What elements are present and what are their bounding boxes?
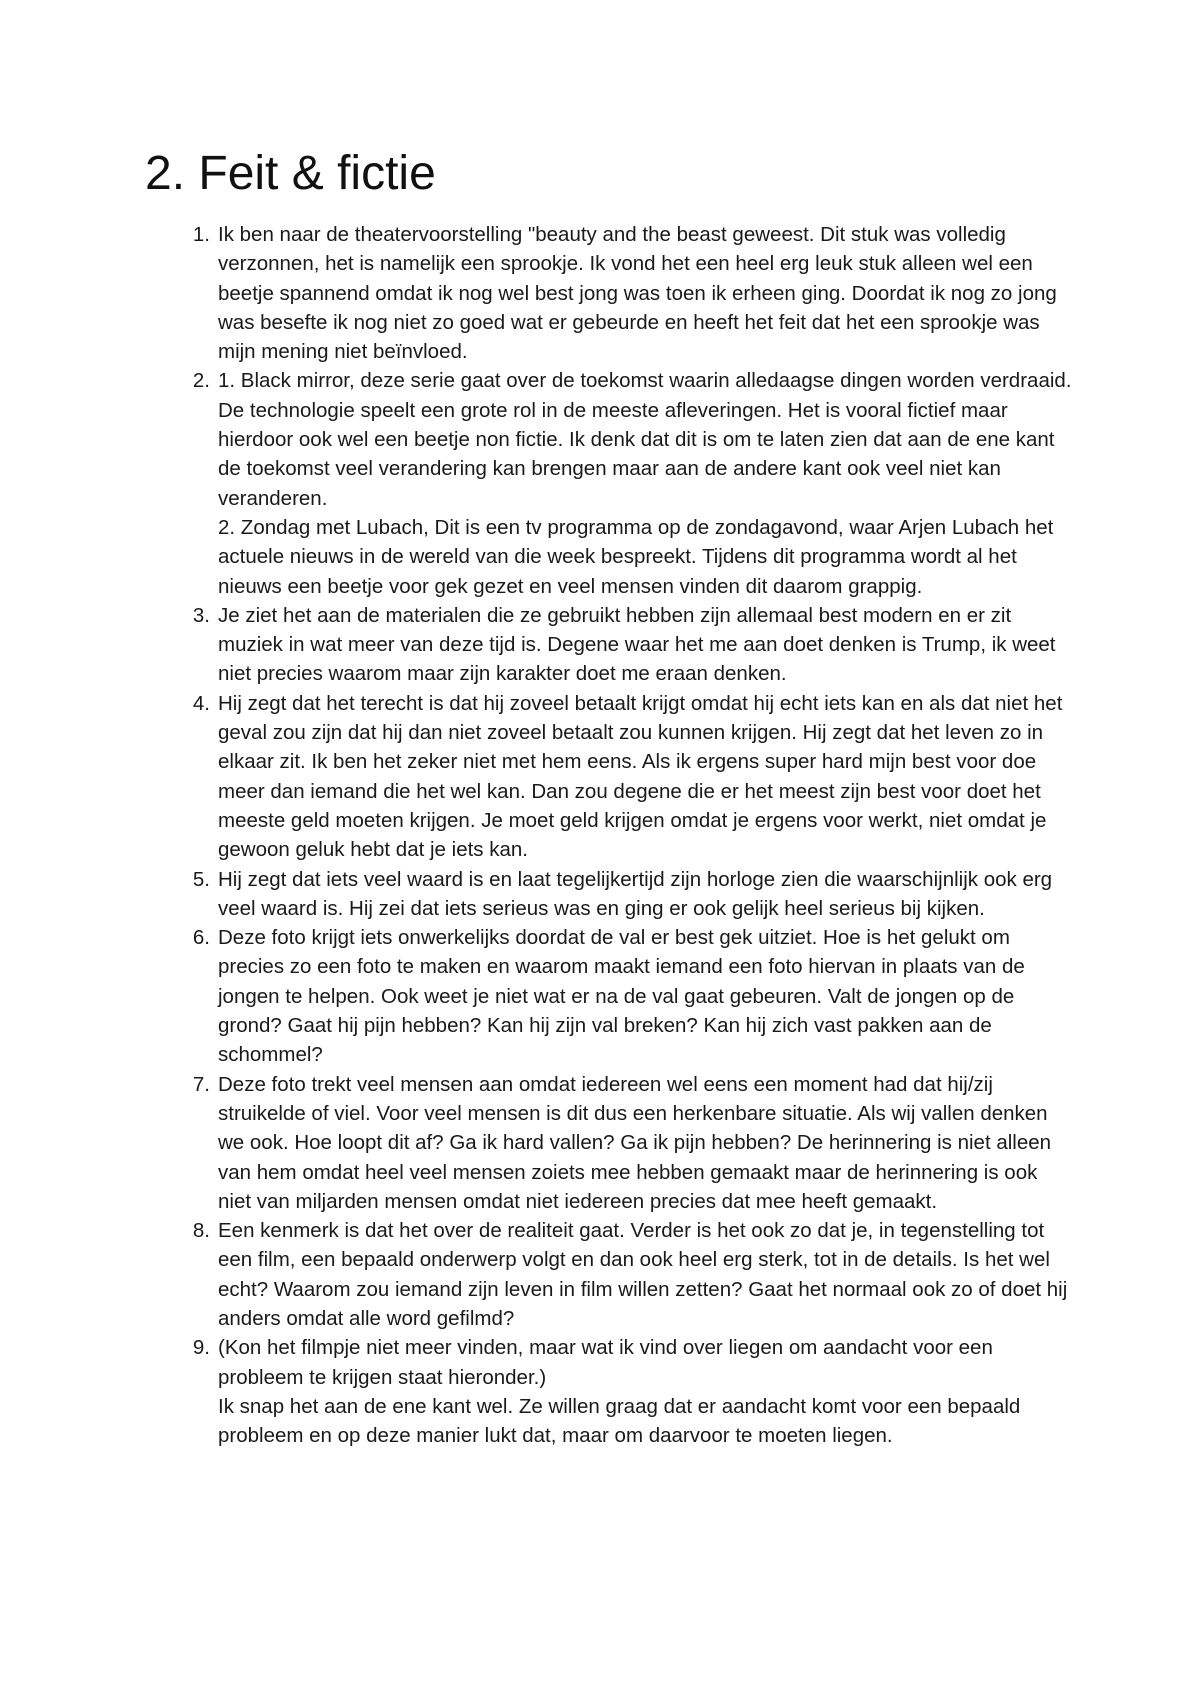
list-item bbox=[192, 1333, 1072, 1450]
list-item-text: Een kenmerk is dat het over de realiteit gaat. Verder is het ook zo dat je, in tegenstelling tot een film, een bepaald onderwerp volgt en dan ook heel erg sterk, tot in de details. Is het wel echt? Waarom zou iemand zijn leven in film willen zetten? Gaat het normaal ook zo of doet hij anders omdat alle word gefilmd? bbox=[218, 1219, 1068, 1330]
list-item-number: 3. bbox=[192, 603, 210, 627]
list-item-text: Je ziet het aan de materialen die ze gebruikt hebben zijn allemaal best modern en er zit muziek in wat meer van deze tijd is. Degene waar het me aan doet denken is Trump, ik weet niet precies waarom maar zijn karakter doet me eraan denken. bbox=[218, 603, 1056, 686]
list-item-text: 1. Black mirror, deze serie gaat over de toekomst waarin alledaagse dingen worden verdraaid. De technologie speelt een grote rol in de meeste afleveringen. Het is vooral fictief maar hierdoor ook wel een beetje non fictie. Ik denk dat dit is om te laten zien dat aan de ene kant de toekomst veel verandering kan brengen maar aan de andere kant ook veel niet kan veranderen. bbox=[218, 369, 1072, 510]
list-item bbox=[192, 865, 1072, 924]
list-item-number: 7. bbox=[192, 1072, 210, 1096]
page-title: 2. Feit & fictie bbox=[145, 147, 436, 200]
list-item-number: 9. bbox=[192, 1336, 210, 1360]
list-item-text: Hij zegt dat het terecht is dat hij zoveel betaalt krijgt omdat hij echt iets kan en als dat niet het geval zou zijn dat hij dan niet zoveel betaalt zou kunnen krijgen. Hij zegt dat het leven zo in elkaar zit. Ik ben het zeker niet met hem eens. Als ik ergens super hard mijn best voor doe meer dan iemand die het wel kan. Dan zou degene die er het meest zijn best voor doet het meeste geld moeten krijgen. Je moet geld krijgen omdat je ergens voor werkt, niet omdat je gewoon geluk hebt dat je iets kan. bbox=[218, 691, 1063, 862]
list-item-text: Deze foto trekt veel mensen aan omdat iedereen wel eens een moment had dat hij/zij struikelde of viel. Voor veel mensen is dit dus een herkenbare situatie. Als wij vallen denken we ook. Hoe loopt dit af? Ga ik hard vallen? Ga ik pijn hebben? De herinnering is niet alleen van hem omdat heel veel mensen zoiets mee hebben gemaakt maar de herinnering is ook niet van miljarden mensen omdat niet iedereen precies dat mee heeft gemaakt. bbox=[218, 1072, 1052, 1213]
list-item-number: 4. bbox=[192, 691, 210, 715]
list-item bbox=[192, 1216, 1072, 1333]
list-item-number: 8. bbox=[192, 1219, 210, 1243]
list-item-text: Ik snap het aan de ene kant wel. Ze willen graag dat er aandacht komt voor een bepaald probleem en op deze manier lukt dat, maar om daarvoor te moeten liegen. bbox=[218, 1394, 1021, 1448]
list-item-text: Ik ben naar de theatervoorstelling "beauty and the beast geweest. Dit stuk was volledig verzonnen, het is namelijk een sprookje. Ik vond het een heel erg leuk stuk alleen wel een beetje spannend omdat ik nog wel best jong was toen ik erheen ging. Doordat ik nog zo jong was besefte ik nog niet zo goed wat er gebeurde en heeft het feit dat het een sprookje was mijn mening niet beïnvloed. bbox=[218, 223, 1057, 364]
list-item-text: Hij zegt dat iets veel waard is en laat tegelijkertijd zijn horloge zien die waarschijnlijk ook erg veel waard is. Hij zei dat iets serieus was en ging er ook gelijk heel serieus bij kijken. bbox=[218, 867, 1053, 920]
list-item-number: 2. bbox=[192, 369, 210, 393]
list-item-text: (Kon het filmpje niet meer vinden, maar wat ik vind over liegen om aandacht voor een probleem te krijgen staat hieronder.) bbox=[218, 1336, 993, 1389]
list-item bbox=[192, 220, 1072, 366]
list-item-text: 2. Zondag met Lubach, Dit is een tv programma op de zondagavond, waar Arjen Lubach het actuele nieuws in de wereld van die week bespreekt. Tijdens dit programma wordt al het nieuws een beetje voor gek gezet en veel mensen vinden dit daarom grappig. bbox=[218, 515, 1054, 598]
list-item bbox=[192, 601, 1072, 689]
list-item-number: 5. bbox=[192, 867, 210, 891]
list-item bbox=[192, 366, 1072, 600]
list-item-number: 6. bbox=[192, 926, 210, 950]
list-item-number: 1. bbox=[192, 223, 210, 246]
list-item-text: Deze foto krijgt iets onwerkelijks doordat de val er best gek uitziet. Hoe is het gelukt om precies zo een foto te maken en waarom maakt iemand een foto hiervan in plaats van de jongen te helpen. Ook weet je niet wat er na de val gaat gebeuren. Valt de jongen op de grond? Gaat hij pijn hebben? Kan hij zijn val breken? Kan hij zich vast pakken aan de schommel? bbox=[218, 926, 1025, 1067]
answer-list bbox=[192, 220, 1072, 1450]
list-item bbox=[192, 923, 1072, 1069]
list-item bbox=[192, 1070, 1072, 1216]
list-item bbox=[192, 689, 1072, 865]
